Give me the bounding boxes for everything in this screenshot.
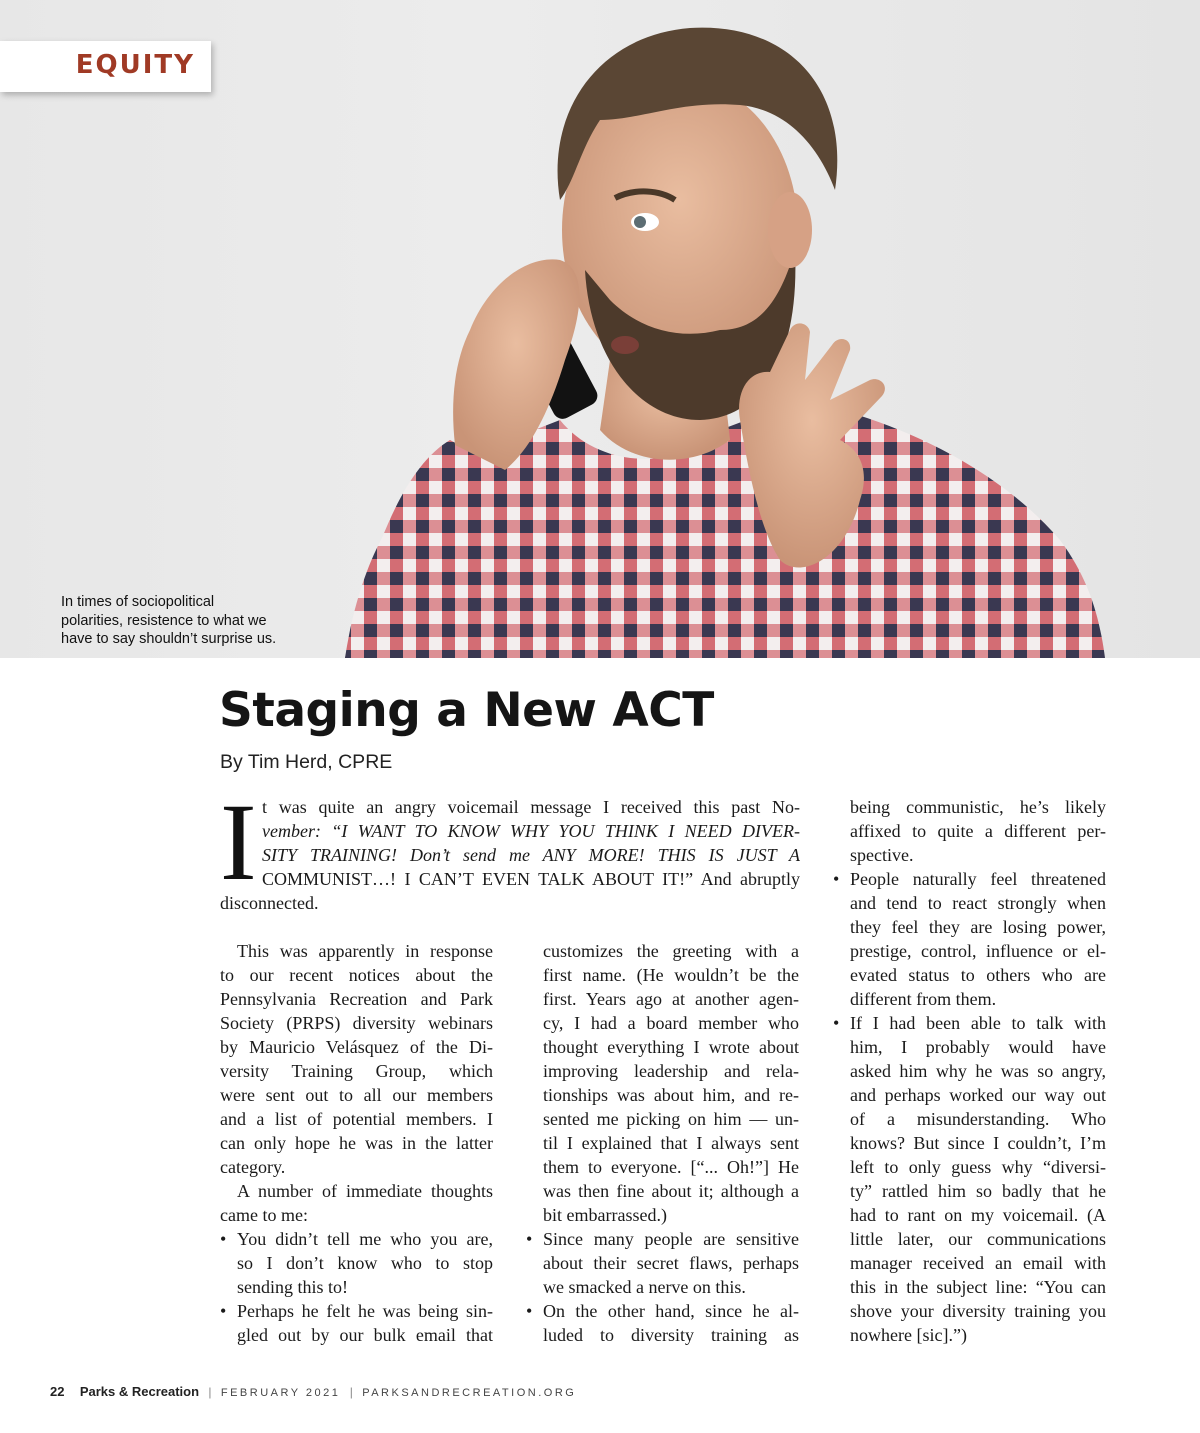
body-line: had to rant on my voicemail. (A	[850, 1205, 1106, 1225]
page-number: 22	[50, 1384, 65, 1399]
body-line: sented me picking on him — un-	[543, 1109, 799, 1129]
body-line: ty” rattled him so badly that he	[850, 1181, 1106, 1201]
body-line: A number of immediate thoughts	[237, 1181, 493, 1201]
body-line: sending this to!	[237, 1277, 348, 1297]
lede-line: t was quite an angry voicemail message I received this past No-	[262, 797, 800, 817]
body-line: and tend to react strongly when	[850, 893, 1106, 913]
body-line: customizes the greeting with a	[543, 941, 799, 961]
bullet-line: • People naturally feel threatened	[833, 867, 1106, 891]
body-line: can only hope he was in the latter	[220, 1133, 493, 1153]
body-line: shove your diversity training you	[850, 1301, 1106, 1321]
body-line: knows? But since I couldn’t, I’m	[850, 1133, 1106, 1153]
body-line: gled out by our bulk email that	[237, 1325, 493, 1345]
article-byline: By Tim Herd, CPRE	[220, 751, 393, 773]
bullet-line: • Since many people are sensitive	[526, 1227, 799, 1251]
drop-cap: I	[220, 781, 257, 903]
body-line: cy, I had a board member who	[543, 1013, 799, 1033]
hero-photo	[0, 0, 1200, 658]
body-line: were sent out to all our members	[220, 1085, 493, 1105]
body-line: left to only guess why “diversi-	[850, 1157, 1106, 1177]
body-line: and a list of potential members. I	[220, 1109, 493, 1129]
body-column-1	[220, 939, 493, 1347]
bullet-line: • Perhaps he felt he was being sin-	[220, 1299, 493, 1323]
photo-caption	[61, 593, 351, 649]
lede-paragraph	[220, 781, 800, 915]
bullet-line: • On the other hand, since he al-	[526, 1299, 799, 1323]
body-line: so I don’t know who to stop	[237, 1253, 493, 1273]
body-line: luded to diversity training as	[543, 1325, 799, 1345]
body-line: was then fine about it; although a	[543, 1181, 799, 1201]
body-line: evated status to others who are	[850, 965, 1106, 985]
page-footer	[50, 1384, 576, 1399]
body-line: versity Training Group, which	[220, 1061, 493, 1081]
body-line: first name. (He wouldn’t be the	[543, 965, 799, 985]
article-title: Staging a New ACT	[219, 683, 714, 738]
caption-line: In times of sociopolitical	[61, 594, 215, 610]
body-line: came to me:	[220, 1205, 308, 1225]
lede-line: COMMUNIST…! I CAN’T EVEN TALK ABOUT IT!” And abruptly	[262, 869, 800, 889]
caption-line: polarities, resistence to what we	[61, 612, 267, 629]
body-line: to our recent notices about the	[220, 965, 493, 985]
body-line: nowhere [sic].”)	[850, 1325, 967, 1345]
body-line: This was apparently in response	[237, 941, 493, 961]
body-line: category.	[220, 1157, 286, 1177]
lede-line: disconnected.	[220, 893, 319, 913]
man-on-phone-illustration	[0, 0, 1200, 658]
body-line: improving leadership and rela-	[543, 1061, 799, 1081]
section-tag	[0, 41, 211, 92]
body-line: this in the subject line: “You can	[850, 1277, 1106, 1297]
lede-line: SITY TRAINING! Don’t send me ANY MORE! THIS IS JUST A	[262, 845, 800, 865]
body-line: til I explained that I always sent	[543, 1133, 799, 1153]
body-column-3	[833, 795, 1106, 1347]
body-line: asked him why he was so angry,	[850, 1061, 1106, 1081]
body-line: we smacked a nerve on this.	[543, 1277, 746, 1297]
body-line: of a misunderstanding. Who	[850, 1109, 1106, 1129]
body-line: first. Years ago at another agen-	[543, 989, 799, 1009]
body-line: tionships was about him, and re-	[543, 1085, 799, 1105]
section-label: EQUITY	[75, 50, 195, 80]
body-line: by Mauricio Velásquez of the Di-	[220, 1037, 493, 1057]
body-line: them to everyone. [“... Oh!”] He	[543, 1157, 799, 1177]
body-line: about their secret flaws, perhaps	[543, 1253, 799, 1273]
issue-date: FEBRUARY 2021	[220, 1387, 341, 1399]
body-line: different from them.	[850, 989, 997, 1009]
footer-separator: |	[208, 1385, 212, 1399]
body-line: spective.	[850, 845, 914, 865]
body-line: manager received an email with	[850, 1253, 1106, 1273]
body-line: affixed to quite a different per-	[850, 821, 1106, 841]
body-line: prestige, control, influence or el-	[850, 941, 1106, 961]
body-line: bit embarrassed.)	[543, 1205, 667, 1225]
body-line: they feel they are losing power,	[850, 917, 1106, 937]
body-line: little later, our communications	[850, 1229, 1106, 1249]
footer-separator: |	[349, 1385, 353, 1399]
body-line: Pennsylvania Recreation and Park	[220, 989, 493, 1009]
body-line: thought everything I wrote about	[543, 1037, 799, 1057]
caption-line: have to say shouldn’t surprise us.	[61, 631, 277, 647]
body-column-2	[526, 939, 799, 1347]
body-line: Society (PRPS) diversity webinars	[220, 1013, 493, 1033]
body-line: him, I probably would have	[850, 1037, 1106, 1057]
body-line: being communistic, he’s likely	[850, 797, 1106, 817]
website-link[interactable]: PARKSANDRECREATION.ORG	[362, 1387, 577, 1399]
body-line: and perhaps worked our way out	[850, 1085, 1106, 1105]
bullet-line: • You didn’t tell me who you are,	[220, 1227, 493, 1251]
magazine-name: Parks & Recreation	[79, 1384, 200, 1399]
lede-line: vember: “I WANT TO KNOW WHY YOU THINK I NEED DIVER-	[262, 821, 800, 841]
bullet-line: • If I had been able to talk with	[833, 1011, 1106, 1035]
